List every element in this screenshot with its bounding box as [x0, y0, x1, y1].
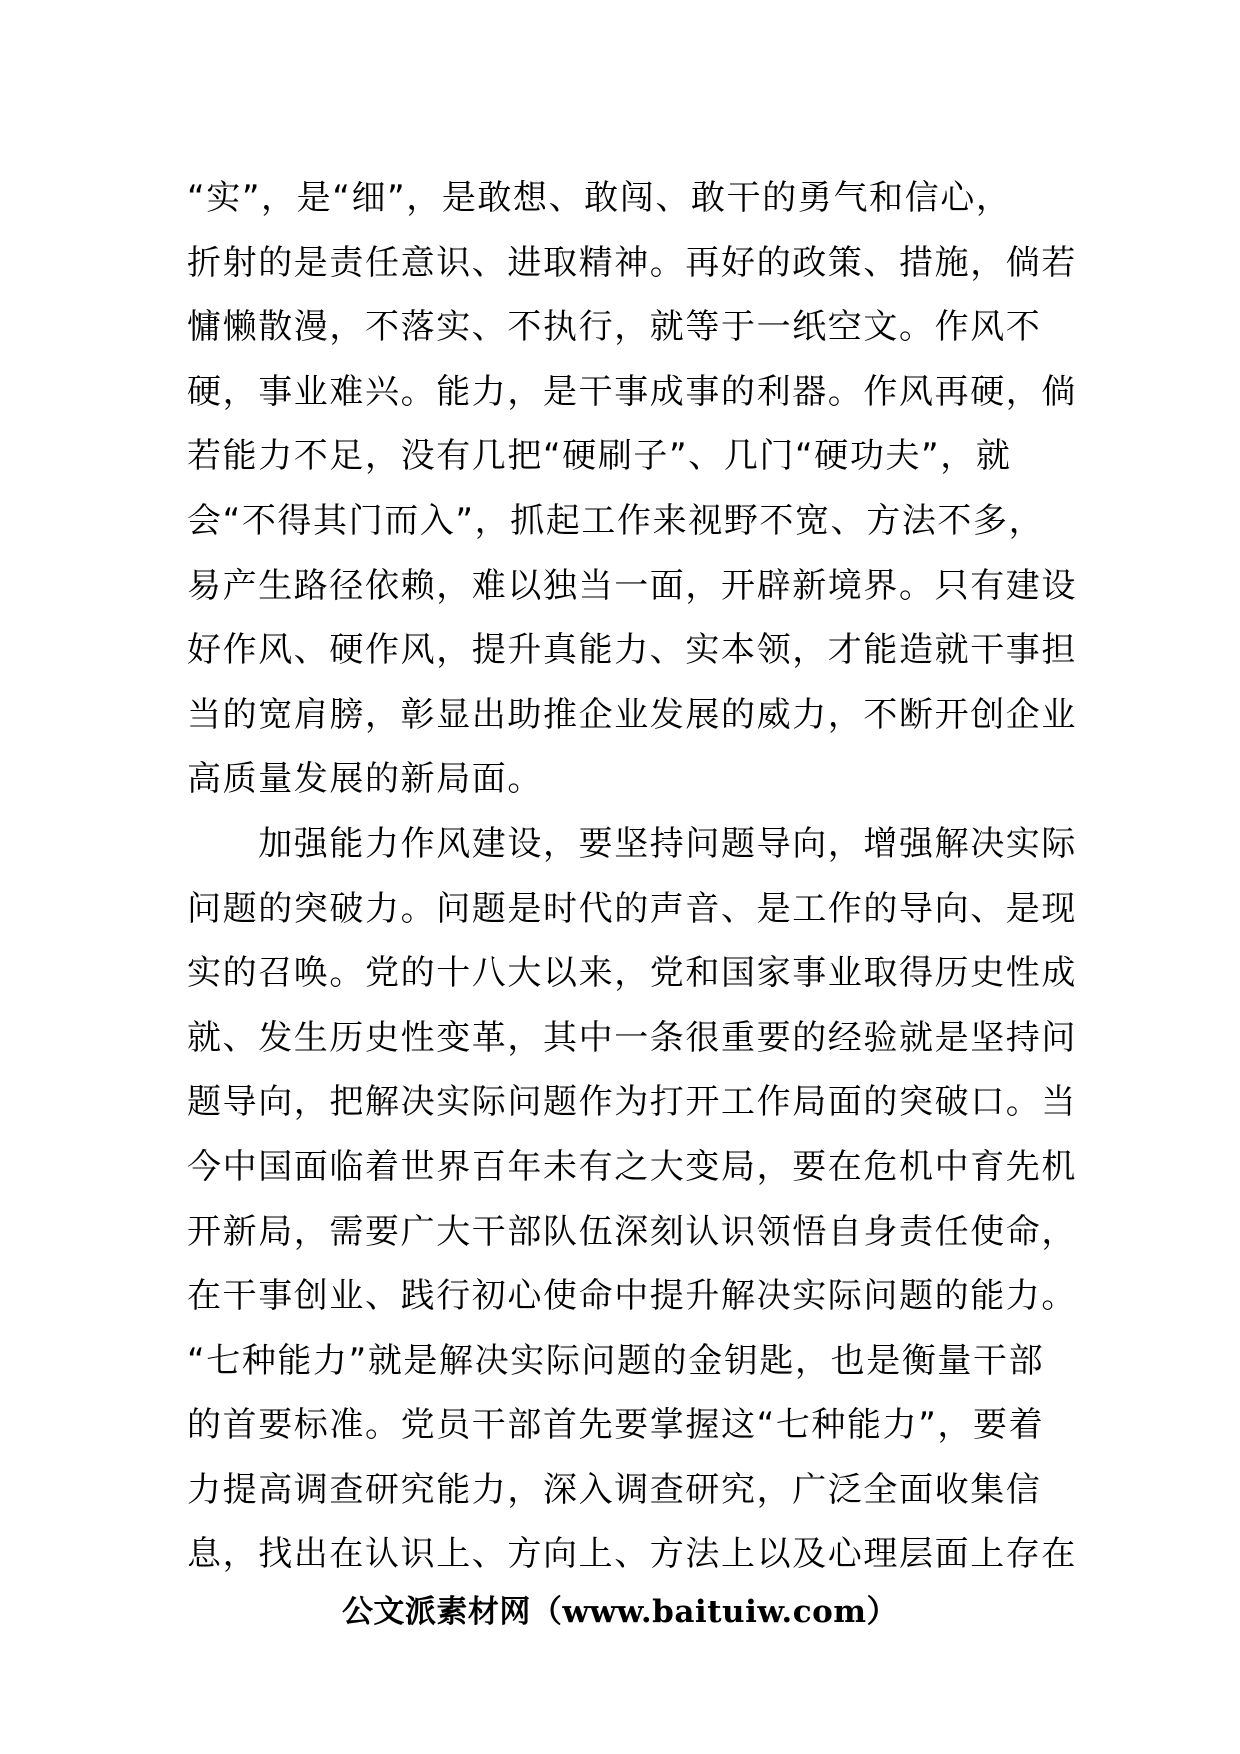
text-line: 高质量发展的新局面。	[187, 759, 543, 800]
text-line: 会“不得其门而入”，抓起工作来视野不宽、方法不多，	[187, 500, 1045, 541]
text-line: 加强能力作风建设，要坚持问题导向，增强解决实际	[187, 823, 1077, 864]
text-line: 力提高调查研究能力，深入调查研究，广泛全面收集信	[187, 1469, 1042, 1510]
text-line: 易产生路径依赖，难以独当一面，开辟新境界。只有建设	[187, 565, 1077, 606]
text-line: “实”，是“细”，是敢想、敢闯、敢干的勇气和信心，	[187, 178, 1012, 218]
text-line: 慵懒散漫，不落实、不执行，就等于一纸空文。作风不	[187, 307, 1042, 348]
body-text	[187, 166, 1077, 1587]
text-line: “七种能力”就是解决实际问题的金钥匙，也是衡量干部	[187, 1340, 1045, 1381]
text-line: 硬，事业难兴。能力，是干事成事的利器。作风再硬，倘	[187, 371, 1077, 412]
text-line: 当的宽肩膀，彰显出助推企业发展的威力，不断开创企业	[187, 694, 1077, 735]
text-line: 折射的是责任意识、进取精神。再好的政策、措施，倘若	[187, 242, 1077, 283]
text-line: 的首要标准。党员干部首先要掌握这“七种能力”，要着	[187, 1405, 1045, 1446]
text-line: 实的召唤。党的十八大以来，党和国家事业取得历史性成	[187, 953, 1077, 994]
text-line: 就、发生历史性变革，其中一条很重要的经验就是坚持问	[187, 1017, 1077, 1058]
text-line: 今中国面临着世界百年未有之大变局，要在危机中育先机	[187, 1146, 1077, 1187]
footer-source: 公文派素材网（www.baituiw.com）	[341, 1594, 899, 1630]
text-line: 开新局，需要广大干部队伍深刻认识领悟自身责任使命，	[187, 1211, 1077, 1252]
text-line: 问题的突破力。问题是时代的声音、是工作的导向、是现	[187, 888, 1077, 929]
text-line: 好作风、硬作风，提升真能力、实本领，才能造就干事担	[187, 630, 1077, 671]
text-line: 在干事创业、践行初心使命中提升解决实际问题的能力。	[187, 1276, 1077, 1317]
text-line: 息，找出在认识上、方向上、方法上以及心理层面上存在	[187, 1534, 1077, 1575]
text-line: 题导向，把解决实际问题作为打开工作局面的突破口。当	[187, 1082, 1077, 1123]
text-line: 若能力不足，没有几把“硬刷子”、几门“硬功夫”，就	[187, 436, 1012, 477]
